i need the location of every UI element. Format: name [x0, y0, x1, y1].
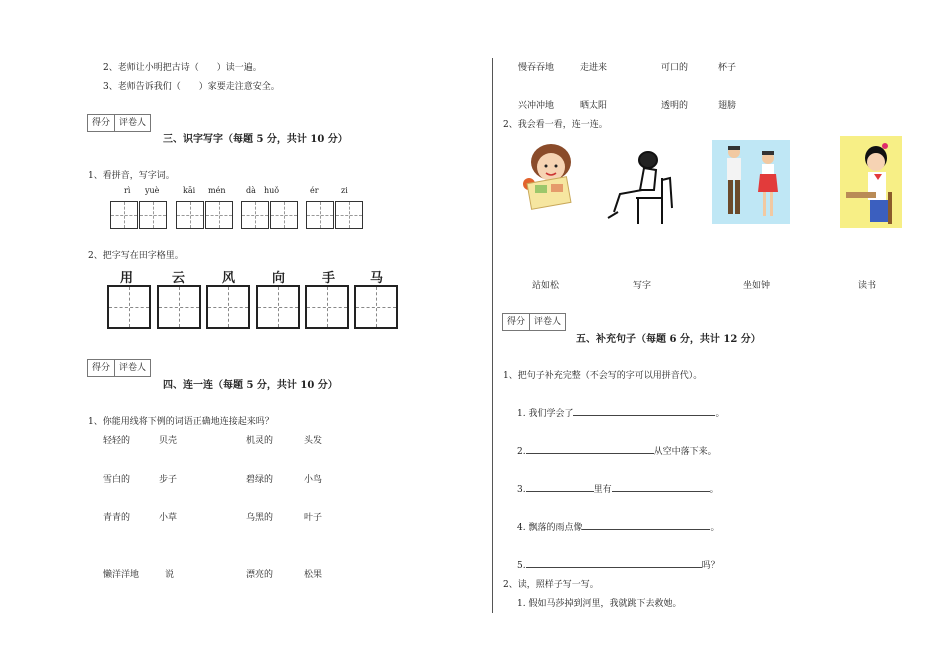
- picture-label-xie-zi[interactable]: 写字: [633, 281, 652, 291]
- pinyin-zi: zi: [341, 186, 348, 195]
- sec3-question-2: 2、把字写在田字格里。: [88, 251, 184, 261]
- char-yong: 用: [120, 271, 134, 286]
- tianzige-box[interactable]: [305, 285, 349, 329]
- match-word[interactable]: 翅膀: [718, 101, 737, 111]
- sentence-3-prefix: 3.: [517, 485, 526, 495]
- section-5-title: 五、补充句子（每题 6 分，共计 12 分）: [576, 334, 761, 345]
- picture-label-zuo-ru-zhong[interactable]: 坐如钟: [743, 281, 771, 291]
- section-3-title: 三、识字写字（每题 5 分，共计 10 分）: [163, 134, 348, 145]
- match-word[interactable]: 走进来: [580, 63, 608, 73]
- match-word[interactable]: 可口的: [661, 63, 689, 73]
- reviewer-label: 评卷人: [114, 115, 150, 131]
- answer-blank[interactable]: [612, 482, 710, 492]
- sentence-4: [517, 520, 719, 533]
- sentence-1-prefix: 1. 我们学会了: [517, 409, 574, 419]
- sentence-3-middle: 里有: [593, 485, 612, 495]
- pinyin-kai: kāi: [183, 186, 196, 195]
- sentence-2: [517, 444, 717, 457]
- sec5-question-2: 2、读，照样子写一写。: [503, 580, 599, 590]
- sentence-4-prefix: 4. 飘落的雨点像: [517, 523, 583, 533]
- pinyin-write-box[interactable]: [270, 201, 298, 229]
- standing-children-illustration: [712, 140, 790, 224]
- char-yun: 云: [172, 271, 186, 286]
- match-word[interactable]: 机灵的: [246, 436, 274, 446]
- sentence-3-period: 。: [709, 485, 719, 495]
- pinyin-write-box[interactable]: [241, 201, 269, 229]
- sentence-5: [517, 558, 720, 571]
- score-label: 得分: [92, 118, 111, 128]
- match-word[interactable]: 松果: [304, 570, 323, 580]
- match-word[interactable]: 晒太阳: [580, 101, 608, 111]
- sentence-2-suffix: 从空中落下来。: [653, 447, 717, 457]
- sentence-2-prefix: 2.: [517, 447, 526, 457]
- reviewer-label: 评卷人: [114, 360, 150, 376]
- tianzige-box[interactable]: [206, 285, 250, 329]
- question-3: 3、老师告诉我们（ ）家要走注意安全。: [103, 82, 280, 92]
- pinyin-write-box[interactable]: [110, 201, 138, 229]
- char-feng: 风: [222, 271, 236, 286]
- match-word[interactable]: 杯子: [718, 63, 737, 73]
- pinyin-er: ér: [310, 186, 319, 195]
- sentence-1-period: 。: [715, 409, 725, 419]
- sentence-4-period: 。: [710, 523, 720, 533]
- match-word[interactable]: 雪白的: [103, 475, 131, 485]
- match-word[interactable]: 碧绿的: [246, 475, 274, 485]
- sec4-question-1: 1、你能用线将下例的词语正确地连接起来吗？: [88, 417, 274, 427]
- match-word[interactable]: 轻轻的: [103, 436, 131, 446]
- pinyin-write-box[interactable]: [176, 201, 204, 229]
- match-word[interactable]: 漂亮的: [246, 570, 274, 580]
- match-word[interactable]: 小鸟: [304, 475, 323, 485]
- picture-label-zhan-ru-song[interactable]: 站如松: [532, 281, 560, 291]
- pinyin-write-box[interactable]: [139, 201, 167, 229]
- score-box-sec4: [87, 359, 151, 377]
- sec5-question-2-example: 1. 假如马莎掉到河里，我就跳下去救她。: [517, 599, 682, 609]
- sec3-question-1: 1、看拼音，写字词。: [88, 171, 175, 181]
- answer-blank[interactable]: [526, 482, 594, 492]
- answer-blank[interactable]: [526, 444, 654, 454]
- sentence-5-prefix: 5.: [517, 561, 526, 571]
- match-word[interactable]: 头发: [304, 436, 323, 446]
- char-shou: 手: [322, 271, 336, 286]
- girl-reading-illustration: [515, 140, 585, 210]
- pinyin-men: mén: [208, 186, 226, 195]
- match-word[interactable]: 说: [165, 570, 175, 580]
- pinyin-ri: rì: [124, 186, 131, 195]
- tianzige-box[interactable]: [107, 285, 151, 329]
- match-word[interactable]: 兴冲冲地: [518, 101, 555, 111]
- sentence-3: [517, 482, 719, 495]
- match-word[interactable]: 慢吞吞地: [518, 63, 555, 73]
- score-box-sec3: [87, 114, 151, 132]
- match-word[interactable]: 青青的: [103, 513, 131, 523]
- picture-label-du-shu[interactable]: 读书: [858, 281, 877, 291]
- girl-writing-illustration: [840, 136, 902, 228]
- question-2: 2、老师让小明把古诗（ ）读一遍。: [103, 63, 262, 73]
- answer-blank[interactable]: [573, 406, 715, 416]
- pinyin-yue: yuè: [145, 186, 160, 195]
- reviewer-label: 评卷人: [529, 314, 565, 330]
- pinyin-huo: huǒ: [264, 186, 280, 195]
- match-word[interactable]: 小草: [159, 513, 178, 523]
- char-xiang: 向: [272, 271, 286, 286]
- column-divider: [492, 58, 493, 613]
- sec5-question-1: 1、把句子补充完整（不会写的字可以用拼音代）。: [503, 371, 703, 381]
- answer-blank[interactable]: [526, 558, 702, 568]
- score-label: 得分: [92, 363, 111, 373]
- right-question-2: 2、我会看一看，连一连。: [503, 120, 608, 130]
- tianzige-box[interactable]: [157, 285, 201, 329]
- pinyin-da: dà: [246, 186, 256, 195]
- pinyin-write-box[interactable]: [335, 201, 363, 229]
- answer-blank[interactable]: [582, 520, 710, 530]
- section-4-title: 四、连一连（每题 5 分，共计 10 分）: [163, 380, 338, 391]
- match-word[interactable]: 贝壳: [159, 436, 178, 446]
- tianzige-box[interactable]: [256, 285, 300, 329]
- score-box-sec5: [502, 313, 566, 331]
- match-word[interactable]: 懒洋洋地: [103, 570, 140, 580]
- sentence-5-suffix: 吗？: [701, 561, 720, 571]
- pinyin-write-box[interactable]: [306, 201, 334, 229]
- char-ma: 马: [370, 271, 384, 286]
- match-word[interactable]: 步子: [159, 475, 178, 485]
- tianzige-box[interactable]: [354, 285, 398, 329]
- match-word[interactable]: 叶子: [304, 513, 323, 523]
- pinyin-write-box[interactable]: [205, 201, 233, 229]
- match-word[interactable]: 透明的: [661, 101, 689, 111]
- match-word[interactable]: 乌黑的: [246, 513, 274, 523]
- boy-sitting-illustration: [600, 148, 678, 228]
- score-label: 得分: [507, 317, 526, 327]
- sentence-1: [517, 406, 724, 419]
